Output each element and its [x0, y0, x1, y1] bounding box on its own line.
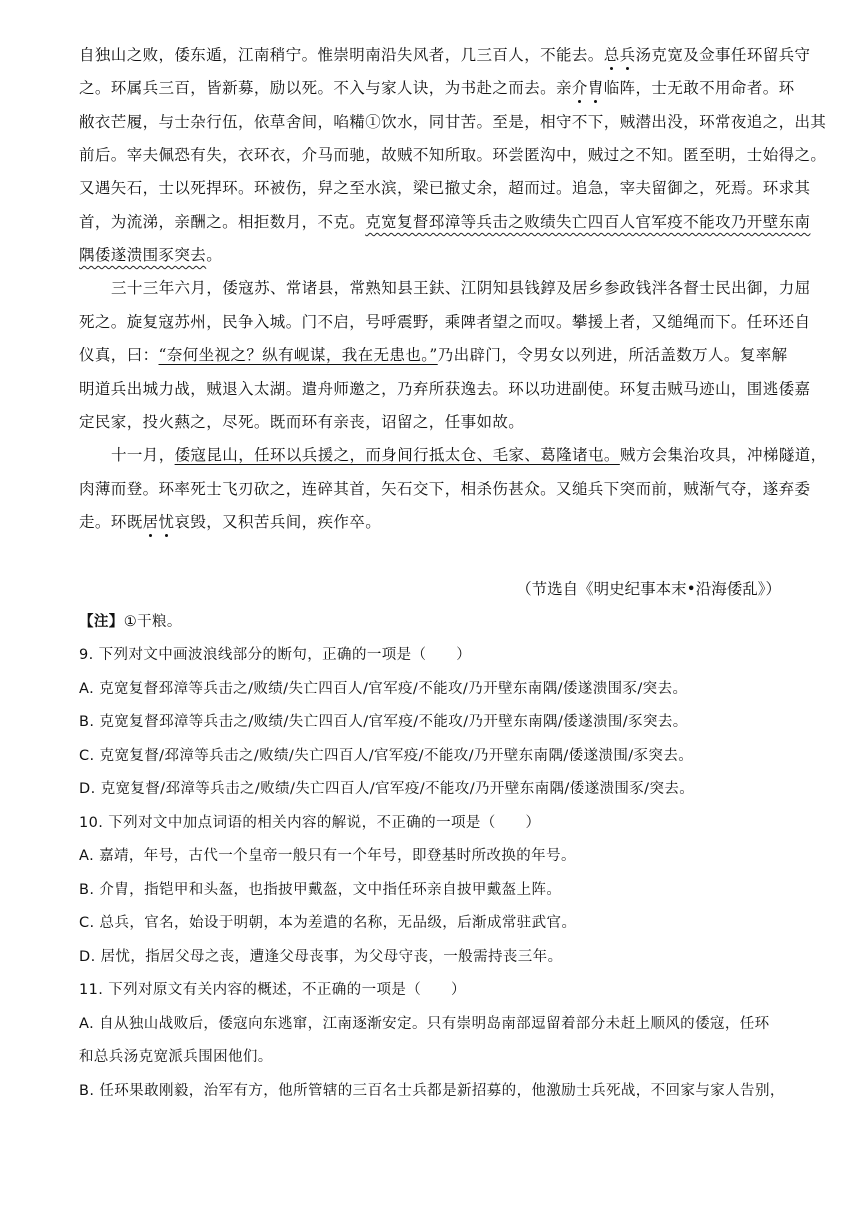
q11-stem: 11. 下列对原文有关内容的概述，不正确的一项是（ ）	[79, 982, 466, 998]
passage-p1-line7: 隅倭遂溃围豕突去。	[79, 246, 223, 264]
passage-p3-line3: 走。环既居忧哀毁，又积苦兵间，疾作卒。	[79, 513, 382, 531]
footnote: 【注】①干粮。	[79, 614, 182, 630]
q10-option-c[interactable]: C. 总兵，官名，始设于明朝，本为差遣的名称，无品级，后渐成常驻武官。	[79, 915, 577, 931]
q9-option-c[interactable]: C. 克宽复督/邳漳等兵击之/败绩/失亡四百人/官军疫/不能攻/乃开壁东南隅/倭遂溃围/豕突去。	[79, 748, 694, 764]
dotted-term-zongbing: 总兵	[603, 46, 636, 64]
dotted-term-juyou: 居忧	[142, 513, 175, 531]
q10-option-b[interactable]: B. 介胄，指铠甲和头盔，也指披甲戴盔，文中指任环亲自披甲戴盔上阵。	[79, 882, 562, 898]
passage-p1-line3: 敝衣芒履，与士杂行伍，依草舍间，啗糒①饮水，同甘苦。至是，相守不下，贼潜出没，环常夜追之，出其	[79, 113, 827, 131]
passage-p2-line2: 死之。旋复寇苏州，民争入城。门不启，号呼震野，乘陴者望之而叹。攀援上者，又缒绳而下。任环还自	[79, 313, 811, 331]
passage-p2-line1: 三十三年六月，倭寇苏、常诸县，常熟知县王鈇、江阴知县钱錞及居乡参政钱泮各督士民出御，力屈	[111, 279, 811, 297]
q9-option-a[interactable]: A. 克宽复督邳漳等兵击之/败绩/失亡四百人/官军疫/不能攻/乃开壁东南隅/倭遂溃围豕/突去。	[79, 681, 688, 697]
q10-stem: 10. 下列对文中加点词语的相关内容的解说，不正确的一项是（ ）	[79, 815, 541, 831]
q11-option-a-line2[interactable]: 和总兵汤克宽派兵围困他们。	[79, 1049, 273, 1065]
wavy-underline-segment: 克宽复督邳漳等兵击之败绩失亡四百人官军疫不能攻乃开壁东南	[365, 213, 811, 231]
q11-option-b-line1[interactable]: B. 任环果敢刚毅，治军有方，他所管辖的三百名士兵都是新招募的，他激励士兵死战，不回家与家人告别，	[79, 1083, 785, 1099]
passage-p2-line5: 定民家，投火爇之，尽死。既而环有亲丧，诏留之，任事如故。	[79, 413, 525, 431]
passage-p1-line2: 之。环属兵三百，皆新募，励以死。不入与家人诀，为书赴之而去。亲介胄临阵，士无敢不用命者。环	[79, 79, 795, 97]
q9-option-b[interactable]: B. 克宽复督邳漳等兵击之/败绩/失亡四百人/官军疫/不能攻/乃开壁东南隅/倭遂溃围/豕突去。	[79, 714, 688, 730]
passage-p2-line4: 明道兵出城力战，贼退入太湖。遣舟师邀之，乃弃所获逸去。环以功进副使。环复击贼马迹山，围逃倭嘉	[79, 380, 811, 398]
passage-p1-line6: 首，为流涕，亲酬之。相拒数月，不克。克宽复督邳漳等兵击之败绩失亡四百人官军疫不能攻乃开壁东南	[79, 213, 811, 231]
q10-option-d[interactable]: D. 居忧，指居父母之丧，遭逢父母丧事，为父母守丧，一般需持丧三年。	[79, 949, 563, 965]
passage-p2-line3: 仪真，曰：“奈何坐视之？纵有岘谋，我在无患也。”乃出辟门，令男女以列进，所活盖数万人。复率解	[79, 346, 788, 364]
q10-option-a[interactable]: A. 嘉靖，年号，古代一个皇帝一般只有一个年号，即登基时所改换的年号。	[79, 848, 576, 864]
underlined-quote: “奈何坐视之？纵有岘谋，我在无患也。”	[158, 346, 438, 364]
passage-p1-line5: 又遇矢石，士以死捍环。环被伤，舁之至水滨，梁已撤丈余，超而过。追急，宰夫留御之，死焉。环求其	[79, 179, 811, 197]
passage-p3-line1: 十一月，倭寇昆山，任环以兵援之，而身间行抵太仓、毛家、葛隆诸屯。贼方会集治攻具，冲梯隧道，	[111, 446, 827, 464]
q9-option-d[interactable]: D. 克宽复督/邳漳等兵击之/败绩/失亡四百人/官军疫/不能攻/乃开壁东南隅/倭遂溃围豕/突去。	[79, 781, 695, 797]
underlined-sentence: 倭寇昆山，任环以兵援之，而身间行抵太仓、毛家、葛隆诸屯。	[174, 446, 620, 464]
dotted-term-jiezhou: 介胄	[571, 79, 604, 97]
wavy-underline-segment-end: 隅倭遂溃围豕突去	[79, 246, 207, 264]
q11-option-a-line1[interactable]: A. 自从独山战败后，倭寇向东逃窜，江南逐渐安定。只有崇明岛南部逗留着部分未赶上顺风的倭寇，任环	[79, 1016, 770, 1032]
q9-stem: 9. 下列对文中画波浪线部分的断句，正确的一项是（ ）	[79, 647, 472, 663]
passage-p1-line4: 前后。宰夫佩恐有失，衣环衣，介马而驰，故贼不知所取。环尝匿沟中，贼过之不知。匿至明，士始得之。	[79, 146, 827, 164]
passage-p1-line1: 自独山之败，倭东遁，江南稍宁。惟崇明南沿失风者，几三百人，不能去。总兵汤克宽及佥事任环留兵守	[79, 46, 811, 64]
source-citation: （节选自《明史纪事本末•沿海倭乱》）	[516, 580, 781, 598]
passage-p3-line2: 肉薄而登。环率死士飞刃砍之，连碎其首，矢石交下，相杀伤甚众。又缒兵下突而前，贼渐气夺，遂弃委	[79, 480, 811, 498]
